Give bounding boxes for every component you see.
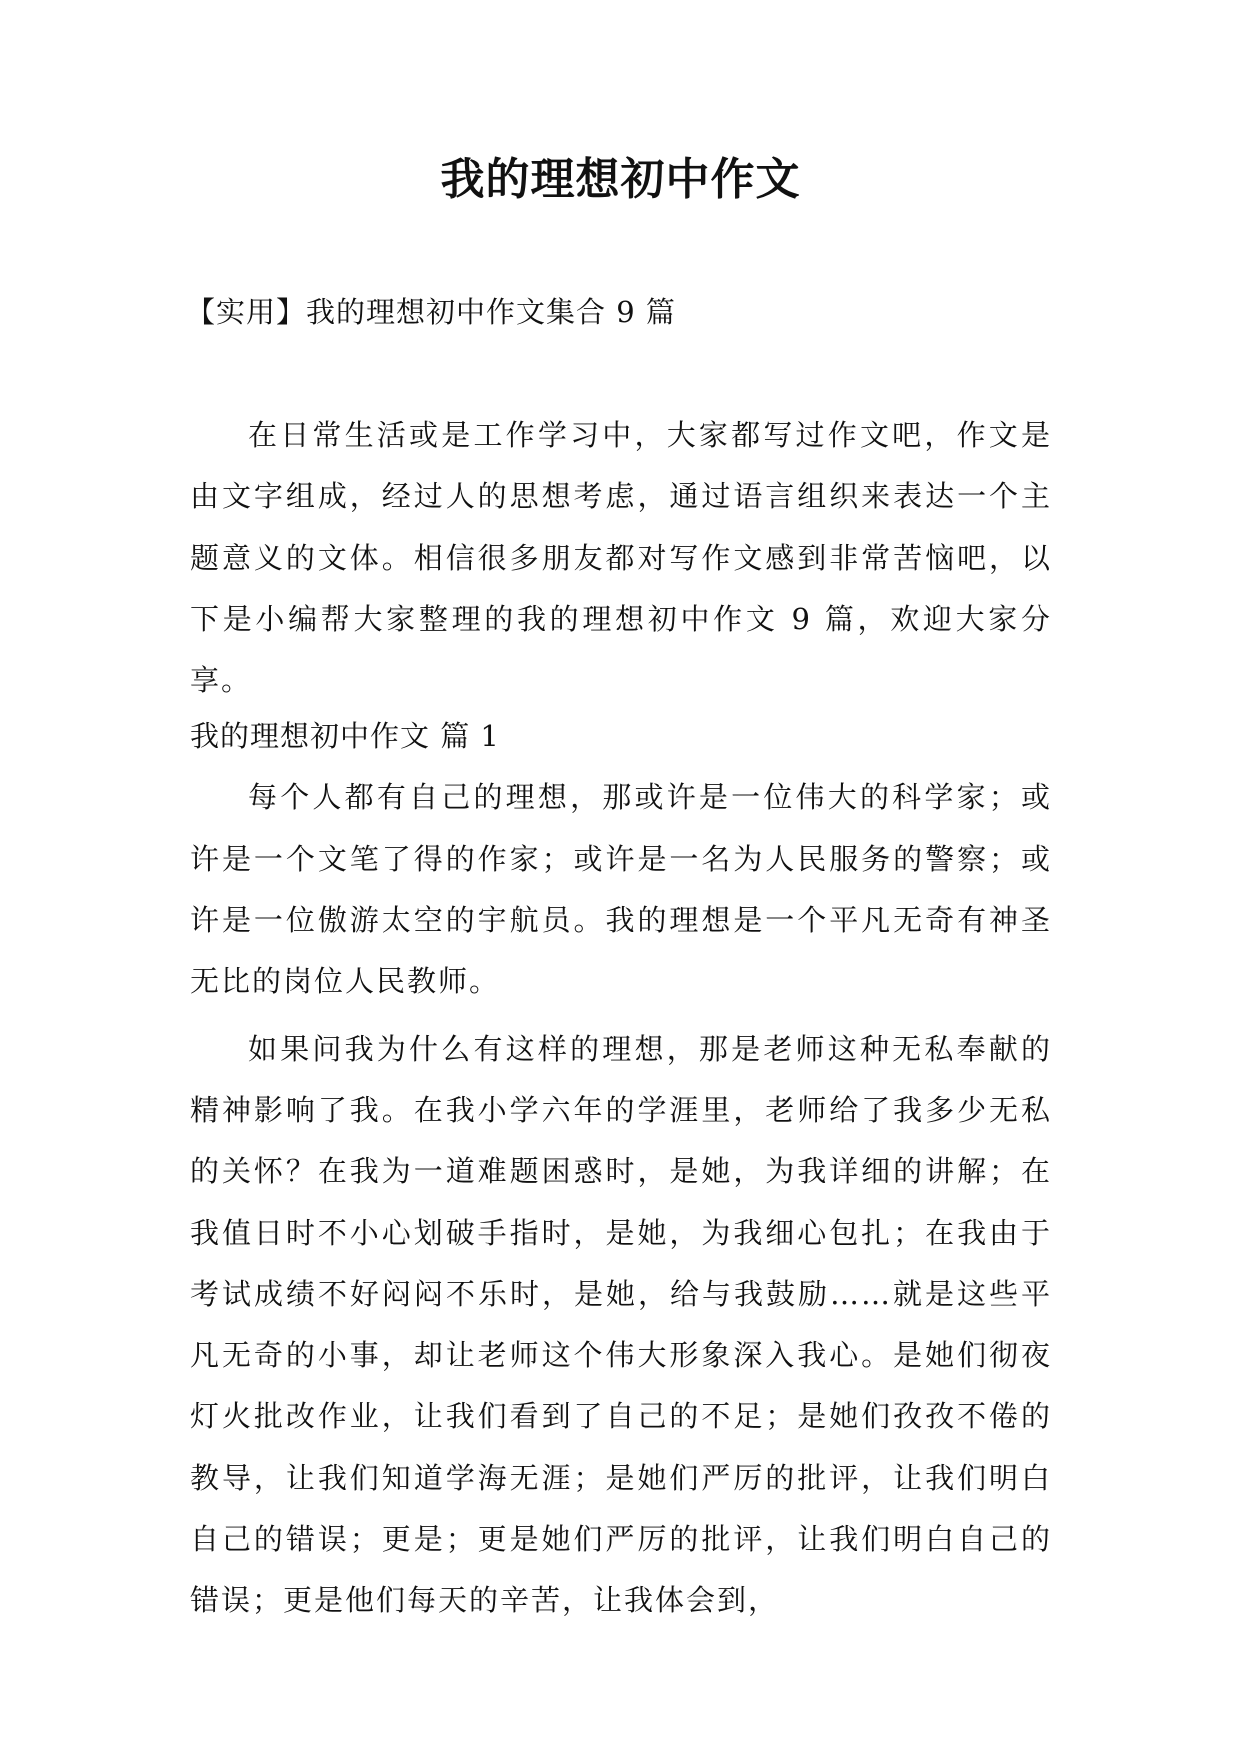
document-body: [190, 405, 1052, 1632]
document-title: 我的理想初中作文: [440, 154, 801, 205]
essay-paragraph: 每个人都有自己的理想，那或许是一位伟大的科学家；或许是一个文笔了得的作家；或许是一名为人民服务的警察；或许是一位傲游太空的宇航员。我的理想是一个平凡无奇有神圣无比的岗位人民教师。: [190, 780, 1052, 999]
section-heading: 我的理想初中作文 篇 1: [190, 719, 500, 754]
intro-paragraph: 在日常生活或是工作学习中，大家都写过作文吧，作文是由文字组成，经过人的思想考虑，通过语言组织来表达一个主题意义的文体。相信很多朋友都对写作文感到非常苦恼吧，以下是小编帮大家整理的我的理想初中作文 9 篇，欢迎大家分享。: [190, 418, 1052, 698]
document-subtitle: 【实用】我的理想初中作文集合 9 篇: [186, 295, 676, 329]
essay-paragraph: 如果问我为什么有这样的理想，那是老师这种无私奉献的精神影响了我。在我小学六年的学涯里，老师给了我多少无私的关怀？在我为一道难题困惑时，是她，为我详细的讲解；在我值日时不小心划破手指时，是她，为我细心包扎；在我由于考试成绩不好闷闷不乐时，是她，给与我鼓励……就是这些平凡无奇的小事，却让老师这个伟大形象深入我心。是她们彻夜灯火批改作业，让我们看到了自己的不足；是她们孜孜不倦的教导，让我们知道学海无涯；是她们严厉的批评，让我们明白自己的错误；更是；更是她们严厉的批评，让我们明白自己的错误；更是他们每天的辛苦，让我体会到，: [190, 1031, 1052, 1618]
